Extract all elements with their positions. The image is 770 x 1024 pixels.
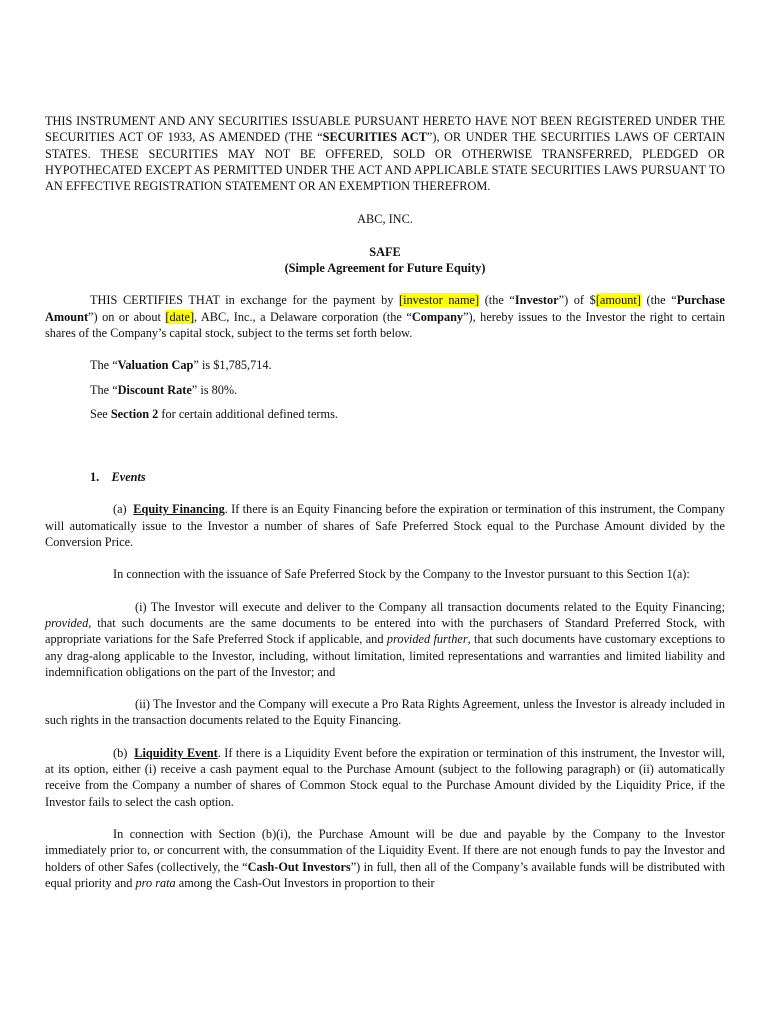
- document-subtitle: (Simple Agreement for Future Equity): [284, 261, 486, 276]
- item-ii-paragraph: (ii) The Investor and the Company will execute a Pro Rata Rights Agreement, unless the Investor is already included in such rights in the transaction documents related to the Equity Financing.: [45, 697, 725, 728]
- legend-text-2: ”), OR UNDER THE SECURITIES LAWS OF CERTAIN STATES. THESE SECURITIES MAY NOT BE OFFERED, SOLD OR OTHERWISE TRANSFERRED, PLEDGED OR HYPOTHECATED EXCEPT AS PERMITTED UNDER THE ACT AND APPLICABLE STATE SECURITIES LAWS PURSUANT TO AN EFFECTIVE REGISTRATION STATEMENT OR AN EXEMPTION THEREFROM.: [45, 130, 725, 194]
- amount-field: [amount]: [595, 293, 641, 308]
- connection-b-paragraph: In connection with Section (b)(i), the Purchase Amount will be due and payable by the Company to the Investor immediately prior to, or concurrent with, the consummation of the Liquidity Event. If there are not enough funds to pay the Investor and holders of other Safes (collectively, the “Cash-Out Investors”) in full, then all of the Company’s available funds will be distributed with equal priority and pro rata among the Cash-Out Investors in proportion to their: [45, 826, 725, 890]
- section-1-heading: 1. Events: [90, 470, 146, 485]
- connection-1a-paragraph: In connection with the issuance of Safe Preferred Stock by the Company to the Investor pursuant to this Section 1(a):: [113, 567, 690, 582]
- date-field: [date]: [165, 309, 195, 324]
- certifies-paragraph: THIS CERTIFIES THAT in exchange for the payment by [investor name] (the “Investor”) of $[amount] (the “Purchase Amount”) on or about [date], ABC, Inc., a Delaware corporation (the “Company”), hereby issues to the Investor the right to certain shares of the Company’s capital stock, subject to the terms set forth below.: [45, 293, 725, 340]
- document-page: [45, 113, 725, 891]
- document-title: SAFE: [369, 244, 401, 259]
- liquidity-event-paragraph: (b) Liquidity Event. If there is a Liquidity Event before the expiration or termination of this instrument, the Investor will, at its option, either (i) receive a cash payment equal to the Purchase Amount (subject to the following paragraph) or (ii) automatically receive from the Company a number of shares of Common Stock equal to the Purchase Amount divided by the Liquidity Price, if the Investor fails to select the cash option.: [45, 745, 725, 809]
- valuation-cap-line: The “Valuation Cap” is $1,785,714.: [90, 358, 272, 373]
- discount-rate-line: The “Discount Rate” is 80%.: [90, 382, 238, 397]
- legend-text-1: THIS INSTRUMENT AND ANY SECURITIES ISSUABLE PURSUANT HERETO HAVE NOT BEEN REGISTERED UNDER THE SECURITIES ACT OF 1933, AS AMENDED (THE “: [45, 114, 725, 145]
- see-section-line: See Section 2 for certain additional defined terms.: [90, 406, 338, 421]
- equity-financing-paragraph: (a) Equity Financing. If there is an Equity Financing before the expiration or termination of this instrument, the Company will automatically issue to the Investor a number of shares of Safe Preferred Stock equal to the Purchase Amount divided by the Conversion Price.: [45, 502, 726, 550]
- legend-securities-act: SECURITIES ACT: [322, 130, 427, 145]
- investor-name-field: [investor name]: [399, 293, 480, 308]
- securities-legend: [45, 113, 725, 194]
- item-i-paragraph: (i) The Investor will execute and deliver to the Company all transaction documents related to the Equity Financing; provided, that such documents are the same documents to be entered into with the purchasers of Standard Preferred Stock, with appropriate variations for the Safe Preferred Stock if applicable, and provided further, that such documents have customary exceptions to any drag-along applicable to the Investor, including, without limitation, limited representations and warranties and limited liability and indemnification obligations on the part of the Investor; and: [45, 599, 726, 679]
- company-heading: ABC, INC.: [357, 212, 413, 227]
